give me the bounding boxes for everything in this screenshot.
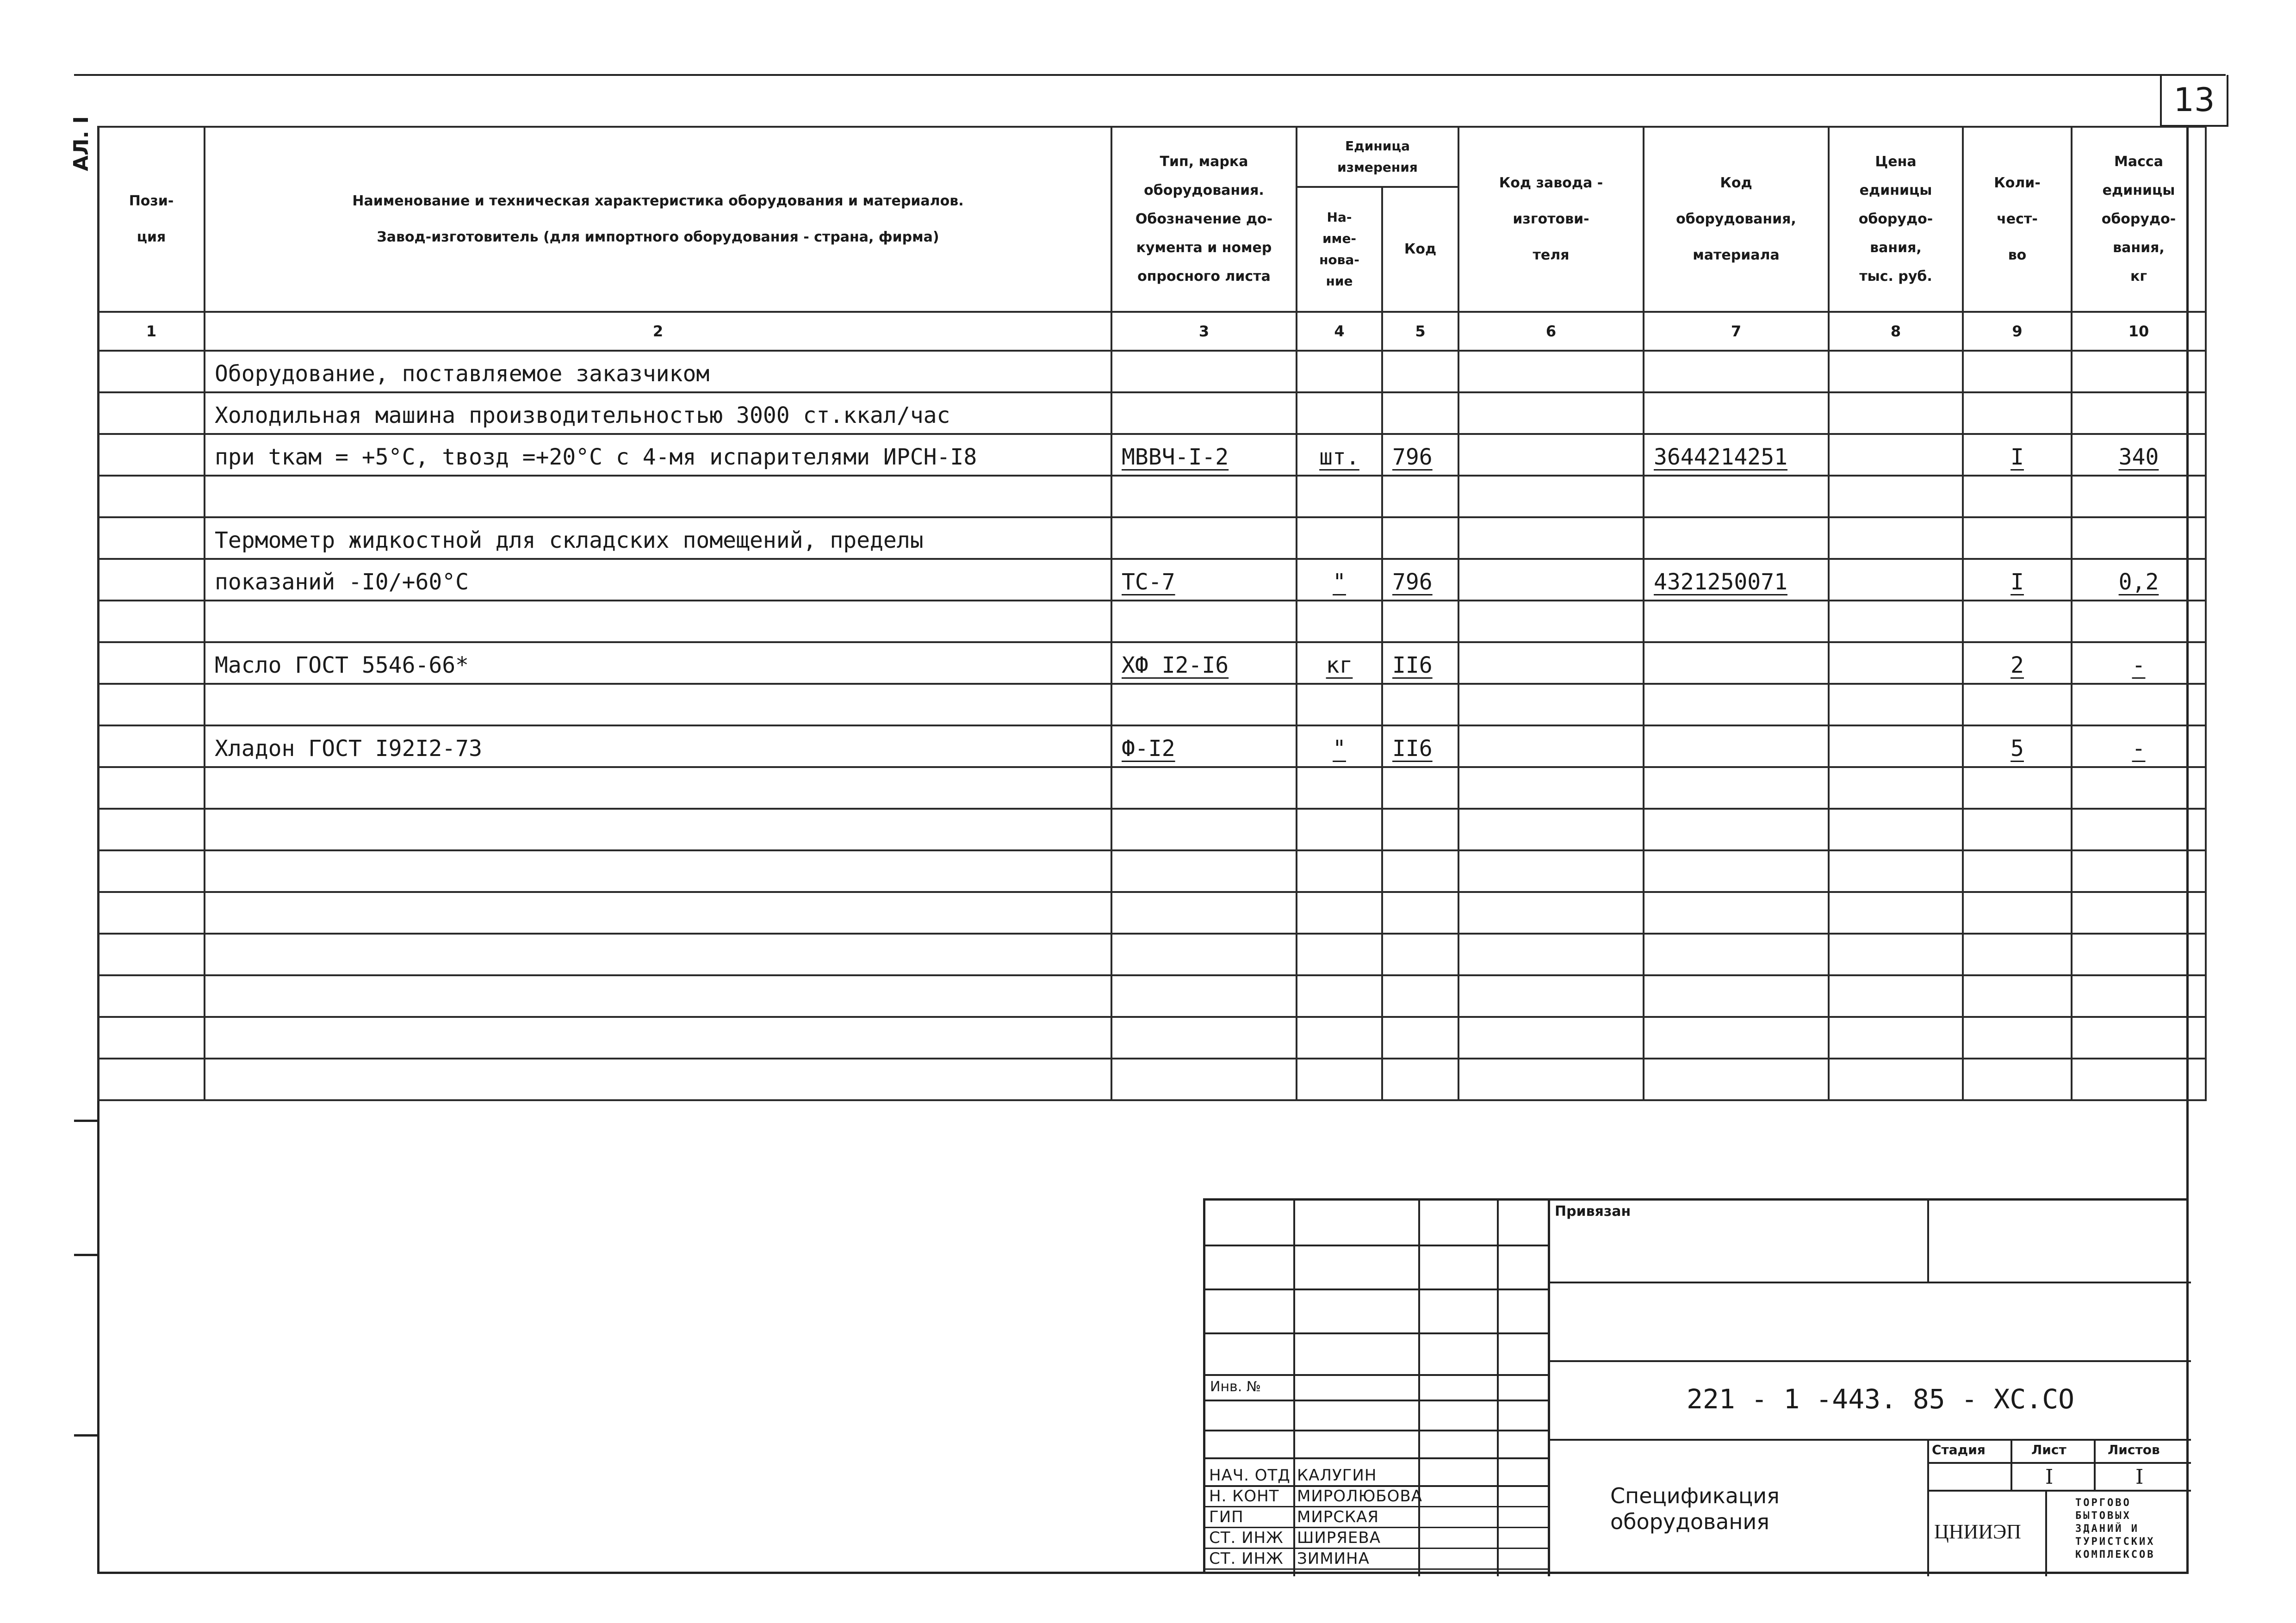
- cell-c9: [1963, 392, 2072, 434]
- cell-value: ": [1333, 736, 1346, 762]
- cell-value: Масло ГОСТ 5546-66*: [215, 652, 469, 678]
- cell-c7: [1644, 351, 1829, 392]
- cell-c4: [1297, 517, 1382, 559]
- header-unit-code: Код: [1382, 187, 1458, 312]
- cell-c10: [2072, 892, 2206, 934]
- cell-c7: [1644, 517, 1829, 559]
- cell-c3: [1111, 809, 1297, 850]
- cell-c7: [1644, 601, 1829, 642]
- cell-c5: [1382, 809, 1458, 850]
- cell-c8: [1829, 767, 1963, 809]
- signature-role: ГИП: [1209, 1508, 1244, 1526]
- cell-value: ТС-7: [1122, 569, 1175, 595]
- cell-c1: [98, 476, 205, 517]
- cell-c3: [1111, 975, 1297, 1017]
- header-unit-name: На- име- нова- ние: [1297, 187, 1382, 312]
- cell-c1: [98, 767, 205, 809]
- table-row: [98, 434, 2206, 476]
- cell-c2: [205, 517, 1111, 559]
- cell-c3: [1111, 351, 1297, 392]
- cell-c10: [2072, 767, 2206, 809]
- cell-value: кг: [1326, 652, 1353, 678]
- cell-c6: [1458, 850, 1644, 892]
- cell-value: I: [2011, 569, 2024, 595]
- cell-c5: [1382, 975, 1458, 1017]
- cell-value: 340: [2118, 444, 2159, 470]
- sheets-value: I: [2135, 1465, 2144, 1489]
- cell-c7: [1644, 809, 1829, 850]
- col-number: 10: [2072, 312, 2206, 351]
- cell-c1: [98, 392, 205, 434]
- cell-c6: [1458, 1059, 1644, 1100]
- signature-role: Н. КОНТ: [1209, 1487, 1279, 1505]
- cell-c4: [1297, 642, 1382, 684]
- cell-c1: [98, 351, 205, 392]
- cell-c8: [1829, 517, 1963, 559]
- margin-tick: [74, 1254, 97, 1256]
- table-row: [98, 934, 2206, 975]
- header-price: Цена единицы оборудо- вания, тыс. руб.: [1829, 127, 1963, 312]
- cell-c4: [1297, 351, 1382, 392]
- cell-value: 5: [2011, 736, 2024, 762]
- cell-c4: [1297, 850, 1382, 892]
- cell-c10: [2072, 601, 2206, 642]
- cell-c6: [1458, 767, 1644, 809]
- cell-c7: [1644, 850, 1829, 892]
- cell-c2: [205, 642, 1111, 684]
- cell-c1: [98, 725, 205, 767]
- col-number: 5: [1382, 312, 1458, 351]
- cell-c9: [1963, 434, 2072, 476]
- cell-c4: [1297, 809, 1382, 850]
- cell-c10: [2072, 934, 2206, 975]
- col-number: 9: [1963, 312, 2072, 351]
- signature-name: КАЛУГИН: [1297, 1466, 1377, 1485]
- cell-c2: [205, 434, 1111, 476]
- cell-c3: [1111, 1017, 1297, 1059]
- cell-c3: [1111, 934, 1297, 975]
- cell-c10: [2072, 725, 2206, 767]
- col-number: 3: [1111, 312, 1297, 351]
- cell-value: Ф-I2: [1122, 736, 1175, 762]
- cell-c3: [1111, 434, 1297, 476]
- cell-value: II6: [1392, 736, 1433, 762]
- cell-c10: [2072, 476, 2206, 517]
- cell-c6: [1458, 1017, 1644, 1059]
- table-row: [98, 767, 2206, 809]
- cell-c7: [1644, 642, 1829, 684]
- cell-c9: [1963, 559, 2072, 601]
- specification-table: [97, 126, 2207, 1101]
- col-number: 2: [205, 312, 1111, 351]
- cell-c2: [205, 850, 1111, 892]
- cell-c5: [1382, 601, 1458, 642]
- cell-c2: [205, 809, 1111, 850]
- table-row: [98, 892, 2206, 934]
- cell-c2: [205, 601, 1111, 642]
- cell-c10: [2072, 1059, 2206, 1100]
- top-border-line: [74, 74, 2226, 76]
- cell-c2: [205, 1059, 1111, 1100]
- cell-c9: [1963, 850, 2072, 892]
- cell-c8: [1829, 725, 1963, 767]
- cell-c10: [2072, 559, 2206, 601]
- cell-value: -: [2132, 652, 2146, 678]
- cell-c3: [1111, 559, 1297, 601]
- cell-c5: [1382, 559, 1458, 601]
- cell-c5: [1382, 934, 1458, 975]
- cell-c6: [1458, 559, 1644, 601]
- sheet-value: I: [2045, 1465, 2054, 1489]
- cell-c10: [2072, 975, 2206, 1017]
- col-number: 7: [1644, 312, 1829, 351]
- cell-c5: [1382, 850, 1458, 892]
- table-row: [98, 850, 2206, 892]
- cell-c3: [1111, 642, 1297, 684]
- cell-c8: [1829, 1059, 1963, 1100]
- cell-c10: [2072, 809, 2206, 850]
- cell-c9: [1963, 975, 2072, 1017]
- cell-c9: [1963, 767, 2072, 809]
- cell-c7: [1644, 892, 1829, 934]
- title-block: [1203, 1198, 2189, 1574]
- cell-c8: [1829, 809, 1963, 850]
- signature-role: СТ. ИНЖ: [1209, 1529, 1284, 1547]
- cell-c3: [1111, 767, 1297, 809]
- cell-c1: [98, 809, 205, 850]
- cell-c4: [1297, 392, 1382, 434]
- cell-c3: [1111, 517, 1297, 559]
- header-factory-code: Код завода - изготови- теля: [1458, 127, 1644, 312]
- cell-value: Термометр жидкостной для складских помещений, пределы: [215, 527, 924, 553]
- table-row: [98, 1017, 2206, 1059]
- table-row: [98, 559, 2206, 601]
- cell-c3: [1111, 392, 1297, 434]
- organization-name: ЦНИИЭП: [1934, 1520, 2021, 1543]
- cell-c9: [1963, 351, 2072, 392]
- cell-value: Оборудование, поставляемое заказчиком: [215, 361, 710, 387]
- cell-c9: [1963, 642, 2072, 684]
- cell-c6: [1458, 725, 1644, 767]
- cell-c9: [1963, 809, 2072, 850]
- table-row: [98, 601, 2206, 642]
- cell-c3: [1111, 684, 1297, 725]
- col-number: 6: [1458, 312, 1644, 351]
- cell-c3: [1111, 1059, 1297, 1100]
- cell-c5: [1382, 642, 1458, 684]
- cell-c5: [1382, 351, 1458, 392]
- cell-c2: [205, 975, 1111, 1017]
- specification-rows: [98, 351, 2206, 1100]
- cell-c5: [1382, 1059, 1458, 1100]
- cell-c8: [1829, 642, 1963, 684]
- cell-c9: [1963, 934, 2072, 975]
- cell-value: ХФ I2-I6: [1122, 652, 1229, 678]
- cell-c4: [1297, 1059, 1382, 1100]
- cell-c4: [1297, 725, 1382, 767]
- header-name: Наименование и техническая характеристика оборудования и материалов. Завод-изготовитель (для импортного оборудования - страна, фирма): [205, 127, 1111, 312]
- cell-value: I: [2011, 444, 2024, 470]
- table-row: [98, 684, 2206, 725]
- cell-c6: [1458, 642, 1644, 684]
- signature-name: МИРСКАЯ: [1297, 1508, 1379, 1526]
- cell-value: -: [2132, 736, 2146, 762]
- cell-c7: [1644, 725, 1829, 767]
- header-position: Пози- ция: [98, 127, 205, 312]
- cell-c10: [2072, 850, 2206, 892]
- cell-c10: [2072, 517, 2206, 559]
- cell-c2: [205, 892, 1111, 934]
- cell-c7: [1644, 559, 1829, 601]
- signature-role: НАЧ. ОТД: [1209, 1466, 1291, 1485]
- table-row: [98, 809, 2206, 850]
- cell-c3: [1111, 725, 1297, 767]
- cell-c9: [1963, 517, 2072, 559]
- inventory-label: Инв. №: [1210, 1379, 1261, 1395]
- cell-c6: [1458, 476, 1644, 517]
- cell-c4: [1297, 1017, 1382, 1059]
- cell-value: 0,2: [2118, 569, 2159, 595]
- cell-c8: [1829, 684, 1963, 725]
- table-row: [98, 725, 2206, 767]
- cell-c8: [1829, 601, 1963, 642]
- cell-value: ": [1333, 569, 1346, 595]
- cell-c1: [98, 434, 205, 476]
- cell-c2: [205, 767, 1111, 809]
- cell-c5: [1382, 434, 1458, 476]
- cell-c7: [1644, 934, 1829, 975]
- cell-c7: [1644, 434, 1829, 476]
- cell-c4: [1297, 684, 1382, 725]
- cell-c5: [1382, 767, 1458, 809]
- cell-value: 796: [1392, 444, 1433, 470]
- cell-c8: [1829, 351, 1963, 392]
- cell-c6: [1458, 934, 1644, 975]
- cell-c8: [1829, 975, 1963, 1017]
- header-type: Тип, марка оборудования. Обозначение до- кумента и номер опросного листа: [1111, 127, 1297, 312]
- cell-c7: [1644, 1059, 1829, 1100]
- cell-c7: [1644, 1017, 1829, 1059]
- cell-c6: [1458, 351, 1644, 392]
- signature-name: МИРОЛЮБОВА: [1297, 1487, 1422, 1505]
- cell-c3: [1111, 601, 1297, 642]
- margin-tick: [74, 1434, 97, 1437]
- col-number: 8: [1829, 312, 1963, 351]
- signature-name: ШИРЯЕВА: [1297, 1529, 1381, 1547]
- cell-c8: [1829, 850, 1963, 892]
- cell-c4: [1297, 476, 1382, 517]
- signature-name: ЗИМИНА: [1297, 1549, 1370, 1568]
- cell-c8: [1829, 1017, 1963, 1059]
- cell-value: 3644214251: [1654, 444, 1787, 470]
- cell-c1: [98, 684, 205, 725]
- table-row: [98, 476, 2206, 517]
- cell-c2: [205, 392, 1111, 434]
- col-number: 4: [1297, 312, 1382, 351]
- cell-c6: [1458, 892, 1644, 934]
- cell-c8: [1829, 934, 1963, 975]
- table-row: [98, 1059, 2206, 1100]
- cell-value: МВВЧ-I-2: [1122, 444, 1229, 470]
- cell-c8: [1829, 892, 1963, 934]
- cell-c2: [205, 476, 1111, 517]
- table-row: [98, 351, 2206, 392]
- format-label: АЛ. I: [69, 116, 93, 171]
- table-row: [98, 642, 2206, 684]
- cell-c9: [1963, 892, 2072, 934]
- cell-c1: [98, 850, 205, 892]
- cell-value: показаний -I0/+60°C: [215, 569, 469, 595]
- cell-c8: [1829, 434, 1963, 476]
- cell-c6: [1458, 975, 1644, 1017]
- cell-c1: [98, 559, 205, 601]
- cell-c10: [2072, 392, 2206, 434]
- cell-c1: [98, 934, 205, 975]
- cell-c2: [205, 351, 1111, 392]
- cell-value: 796: [1392, 569, 1433, 595]
- cell-c4: [1297, 975, 1382, 1017]
- cell-c5: [1382, 1017, 1458, 1059]
- cell-c10: [2072, 684, 2206, 725]
- cell-c4: [1297, 934, 1382, 975]
- cell-c5: [1382, 392, 1458, 434]
- cell-c7: [1644, 684, 1829, 725]
- table-row: [98, 975, 2206, 1017]
- cell-value: Холодильная машина производительностью 3000 ст.ккал/час: [215, 403, 950, 428]
- sheet-label: Лист: [2031, 1442, 2066, 1457]
- cell-c4: [1297, 892, 1382, 934]
- cell-c9: [1963, 1059, 2072, 1100]
- cell-c1: [98, 642, 205, 684]
- cell-c7: [1644, 975, 1829, 1017]
- cell-c7: [1644, 392, 1829, 434]
- cell-c5: [1382, 725, 1458, 767]
- cell-c2: [205, 725, 1111, 767]
- margin-tick: [74, 1120, 97, 1122]
- cell-c5: [1382, 892, 1458, 934]
- cell-c9: [1963, 684, 2072, 725]
- cell-c6: [1458, 517, 1644, 559]
- cell-c5: [1382, 684, 1458, 725]
- organization-description: ТОРГОВО БЫТОВЫХ ЗДАНИЙ И ТУРИСТСКИХ КОМПЛЕКСОВ: [2075, 1497, 2155, 1561]
- cell-c9: [1963, 725, 2072, 767]
- header-row: [98, 127, 2206, 187]
- cell-value: II6: [1392, 652, 1433, 678]
- cell-c10: [2072, 642, 2206, 684]
- cell-c2: [205, 684, 1111, 725]
- cell-c8: [1829, 559, 1963, 601]
- cell-c1: [98, 517, 205, 559]
- cell-value: при tкам = +5°C, tвозд =+20°C с 4-мя испарителями ИРСН-I8: [215, 444, 977, 470]
- cell-c1: [98, 975, 205, 1017]
- cell-c9: [1963, 476, 2072, 517]
- cell-c3: [1111, 892, 1297, 934]
- cell-c1: [98, 1017, 205, 1059]
- cell-c1: [98, 892, 205, 934]
- cell-c9: [1963, 601, 2072, 642]
- cell-c1: [98, 1059, 205, 1100]
- cell-c4: [1297, 559, 1382, 601]
- cell-c9: [1963, 1017, 2072, 1059]
- cell-c8: [1829, 476, 1963, 517]
- cell-c6: [1458, 392, 1644, 434]
- cell-c4: [1297, 601, 1382, 642]
- cell-c6: [1458, 601, 1644, 642]
- cell-c8: [1829, 392, 1963, 434]
- cell-c4: [1297, 434, 1382, 476]
- header-mass: Масса единицы оборудо- вания, кг: [2072, 127, 2206, 312]
- cell-value: 2: [2011, 652, 2024, 678]
- cell-c6: [1458, 809, 1644, 850]
- cell-value: Хладон ГОСТ I92I2-73: [215, 736, 482, 762]
- cell-c7: [1644, 767, 1829, 809]
- cell-c1: [98, 601, 205, 642]
- table-row: [98, 392, 2206, 434]
- cell-c10: [2072, 1017, 2206, 1059]
- cell-c7: [1644, 476, 1829, 517]
- cell-value: 4321250071: [1654, 569, 1787, 595]
- document-code: 221 - 1 -443. 85 - ХС.СО: [1687, 1383, 2075, 1415]
- cell-c10: [2072, 351, 2206, 392]
- col-number: 1: [98, 312, 205, 351]
- cell-c3: [1111, 850, 1297, 892]
- bound-label: Привязан: [1555, 1203, 1631, 1220]
- table-row: [98, 517, 2206, 559]
- column-number-row: [98, 312, 2206, 351]
- header-quantity: Коли- чест- во: [1963, 127, 2072, 312]
- cell-c5: [1382, 517, 1458, 559]
- stage-label: Стадия: [1932, 1442, 1986, 1457]
- sheet-number-box: 13: [2160, 75, 2228, 127]
- signature-role: СТ. ИНЖ: [1209, 1549, 1284, 1568]
- header-unit-group: Единица измерения: [1297, 127, 1458, 187]
- cell-c10: [2072, 434, 2206, 476]
- cell-c5: [1382, 476, 1458, 517]
- cell-c4: [1297, 767, 1382, 809]
- cell-c6: [1458, 434, 1644, 476]
- cell-c3: [1111, 476, 1297, 517]
- cell-c2: [205, 559, 1111, 601]
- cell-c6: [1458, 684, 1644, 725]
- cell-c2: [205, 1017, 1111, 1059]
- cell-c2: [205, 934, 1111, 975]
- document-title: Спецификация оборудования: [1610, 1483, 1780, 1534]
- cell-value: шт.: [1319, 444, 1359, 470]
- sheets-label: Листов: [2108, 1442, 2160, 1457]
- header-equipment-code: Код оборудования, материала: [1644, 127, 1829, 312]
